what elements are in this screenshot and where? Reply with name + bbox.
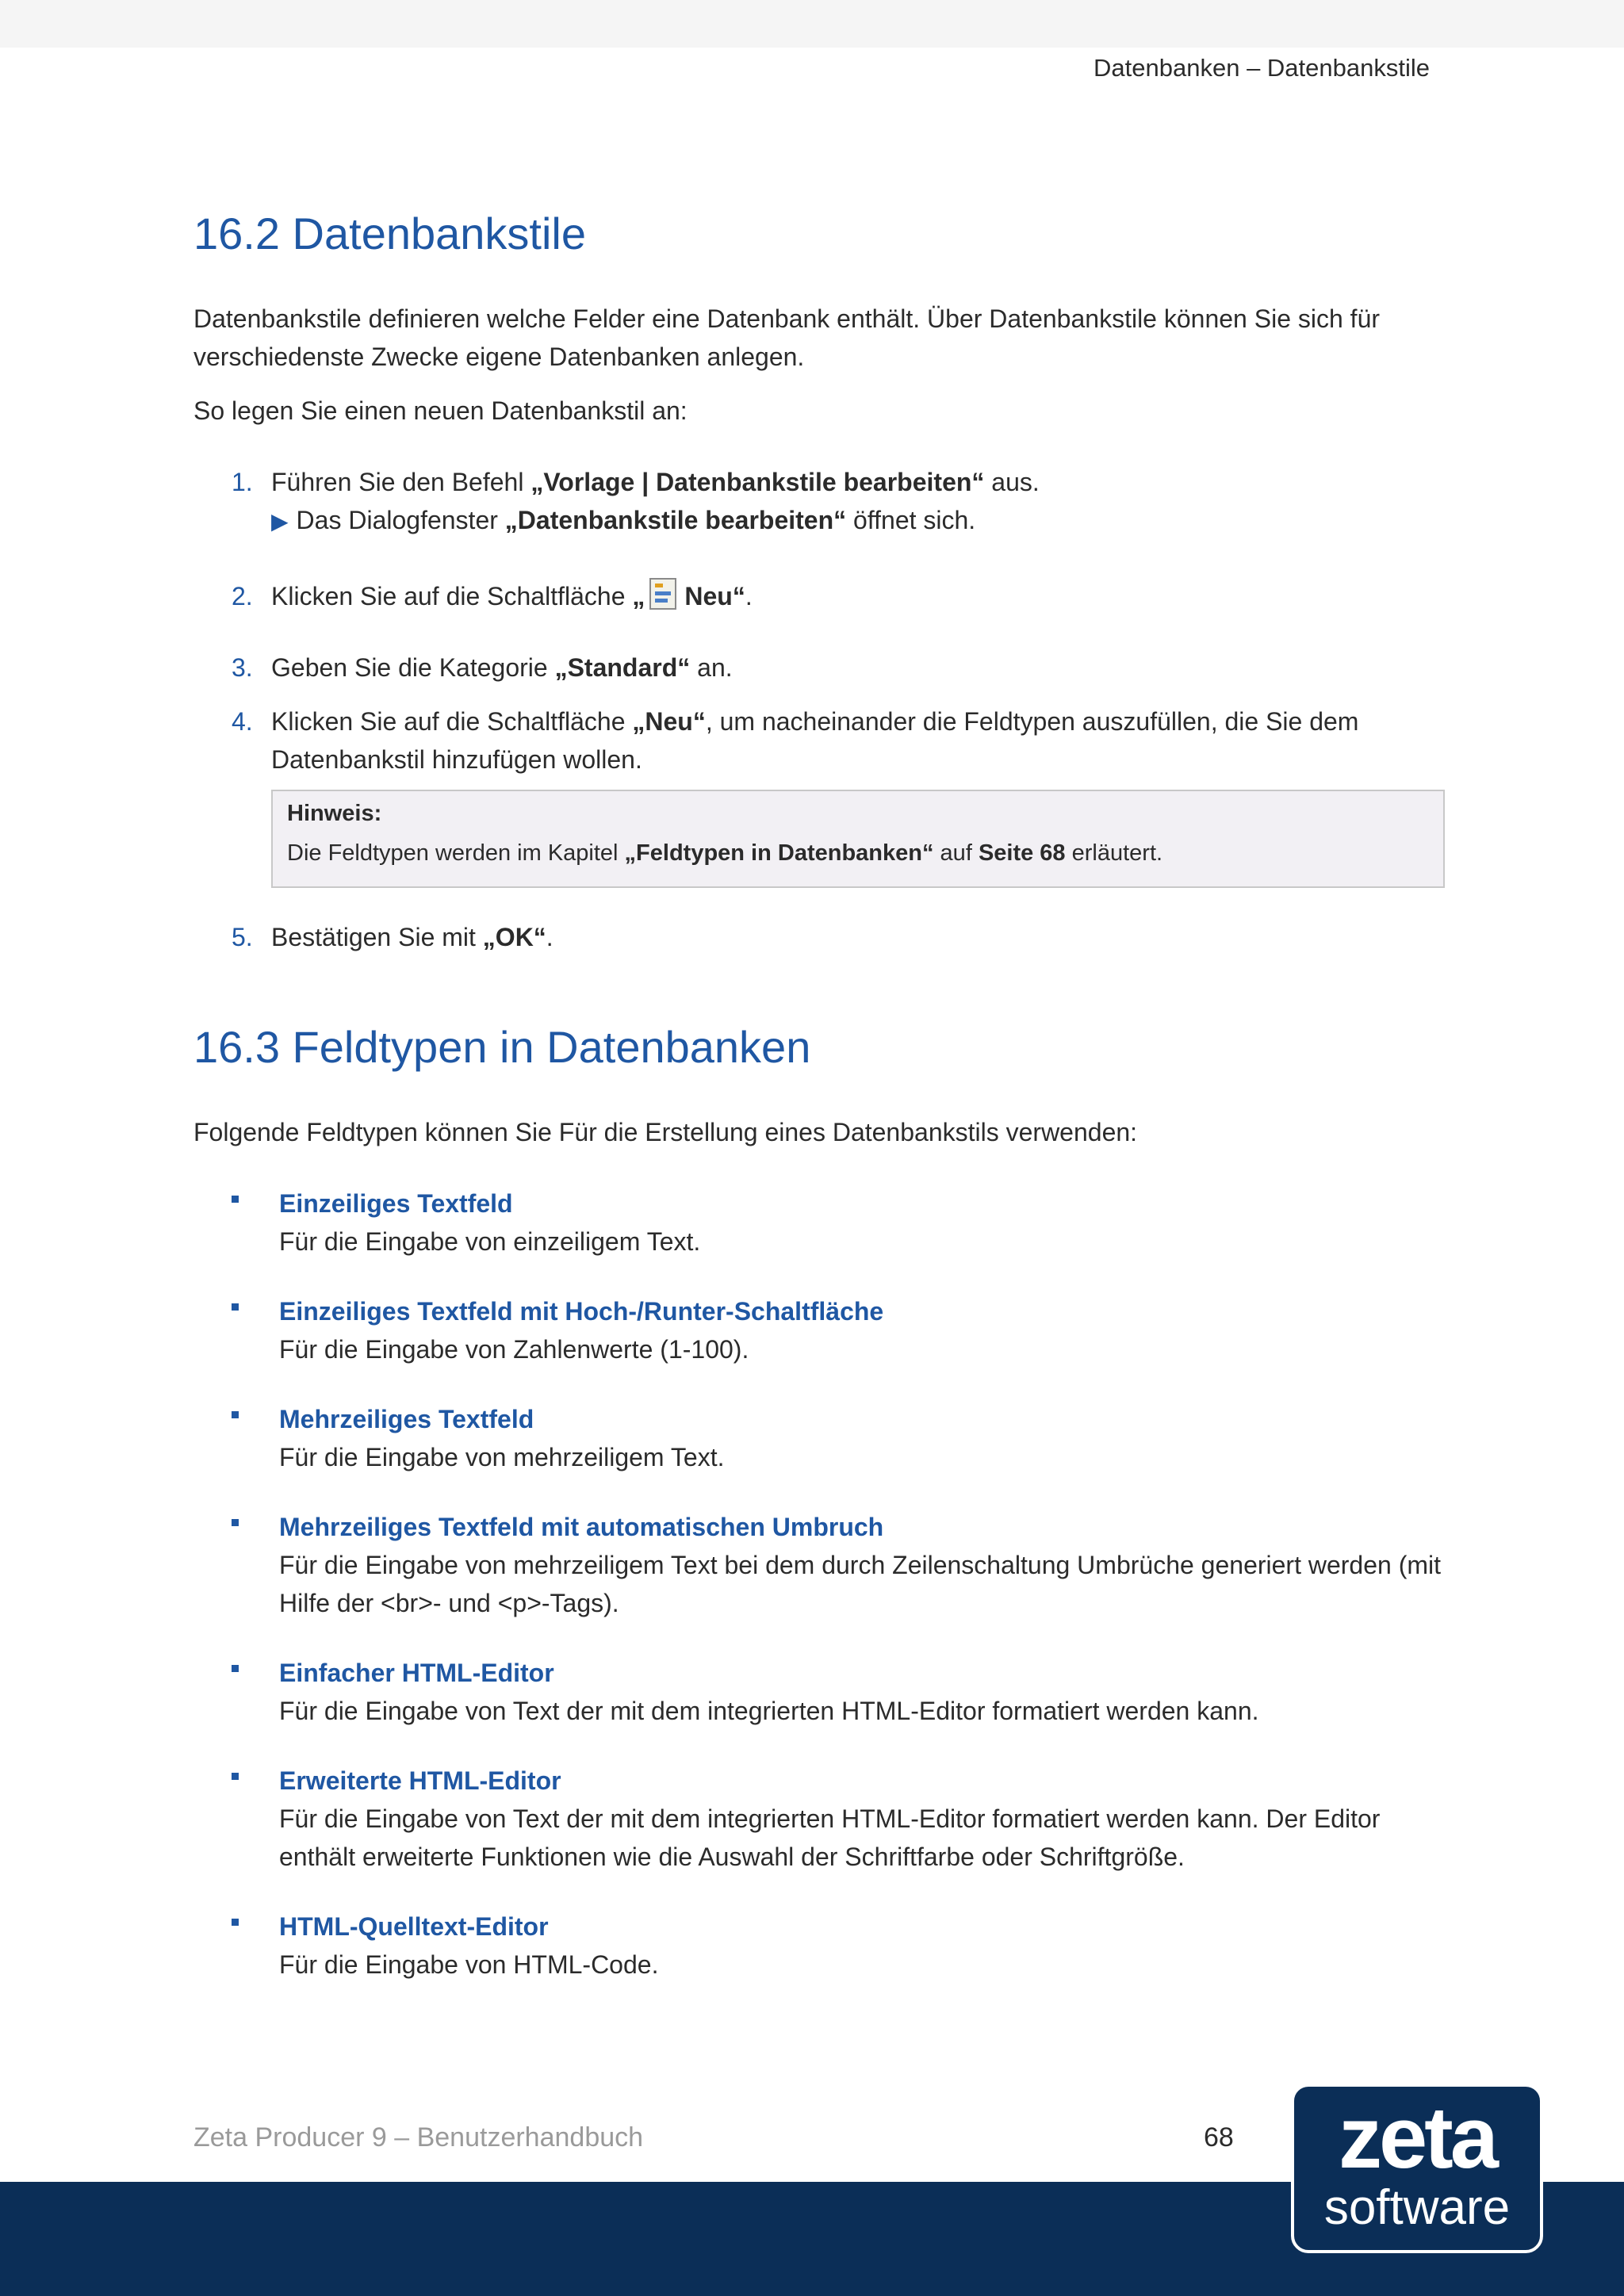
field-type-title: Einzeiliges Textfeld — [279, 1189, 513, 1218]
hint-title: Hinweis: — [287, 801, 382, 826]
bullet-square-icon — [232, 1773, 239, 1780]
field-type-description: Für die Eingabe von Text der mit dem integrierten HTML-Editor formatiert werden kann. — [279, 1697, 1259, 1725]
step-number: 2. — [232, 582, 253, 610]
section-heading-feldtypen: 16.3 Feldtypen in Datenbanken — [193, 1022, 811, 1072]
bullet-square-icon — [232, 1303, 239, 1311]
step-text: Geben Sie die Kategorie „Standard“ an. — [271, 653, 733, 682]
footer-book-title: Zeta Producer 9 – Benutzerhandbuch — [193, 2122, 644, 2152]
page-number: 68 — [1204, 2122, 1234, 2152]
bullet-square-icon — [232, 1411, 239, 1418]
logo-subline: software — [1323, 2180, 1511, 2235]
step-number: 1. — [232, 468, 253, 496]
field-type-title: HTML-Quelltext-Editor — [279, 1912, 549, 1941]
step-1-result: ▶ Das Dialogfenster „Datenbankstile bearbeiten“ öffnet sich. — [271, 506, 976, 534]
bullet-square-icon — [232, 1919, 239, 1926]
field-type-title: Erweiterte HTML-Editor — [279, 1766, 561, 1795]
section-heading-datenbankstile: 16.2 Datenbankstile — [193, 209, 587, 258]
hint-body: Die Feldtypen werden im Kapitel „Feldtypen in Datenbanken“ auf Seite 68 erläutert. — [287, 840, 1163, 866]
field-type-description: Für die Eingabe von Zahlenwerte (1-100). — [279, 1335, 749, 1364]
step-text: Führen Sie den Befehl „Vorlage | Datenbankstile bearbeiten“ aus. — [271, 468, 1040, 496]
step-number: 5. — [232, 923, 253, 951]
running-header: Datenbanken – Datenbankstile — [1094, 54, 1430, 82]
field-type-description: Für die Eingabe von HTML-Code. — [279, 1950, 659, 1979]
field-type-description: Für die Eingabe von einzeiligem Text. — [279, 1227, 701, 1256]
step-number: 3. — [232, 653, 253, 682]
zeta-software-logo — [1291, 2084, 1543, 2253]
field-type-title: Mehrzeiliges Textfeld — [279, 1405, 534, 1433]
feldtypen-intro: Folgende Feldtypen können Sie Für die Erstellung eines Datenbankstils verwenden: — [193, 1118, 1138, 1146]
step-text: Klicken Sie auf die Schaltfläche „ Neu“. — [271, 577, 1445, 615]
new-document-icon — [649, 578, 676, 610]
field-type-description: Für die Eingabe von mehrzeiligem Text bei dem durch Zeilenschaltung Umbrüche generiert werden (mit Hilfe der <br>- und <p>-Tags). — [279, 1551, 1442, 1617]
field-type-title: Einzeiliges Textfeld mit Hoch-/Runter-Schaltfläche — [279, 1297, 884, 1326]
steps-lead: So legen Sie einen neuen Datenbankstil an: — [193, 396, 688, 425]
logo-wordmark: zeta — [1339, 2089, 1496, 2187]
field-type-title: Einfacher HTML-Editor — [279, 1659, 554, 1687]
section-intro: Datenbankstile definieren welche Felder eine Datenbank enthält. Über Datenbankstile können Sie sich für verschiedenste Zwecke eigene Datenbanken anlegen. — [193, 304, 1381, 371]
result-arrow-icon: ▶ — [271, 509, 289, 534]
step-text: Bestätigen Sie mit „OK“. — [271, 923, 553, 951]
bullet-square-icon — [232, 1519, 239, 1526]
field-type-description: Für die Eingabe von Text der mit dem integrierten HTML-Editor formatiert werden kann. Der Editor enthält erweiterte Funktionen wie die Auswahl der Schriftfarbe oder Schriftgröße. — [279, 1804, 1381, 1871]
field-type-description: Für die Eingabe von mehrzeiligem Text. — [279, 1443, 725, 1471]
step-text: Klicken Sie auf die Schaltfläche „Neu“, um nacheinander die Feldtypen auszufüllen, die Sie dem Datenbankstil hinzufügen wollen. — [271, 707, 1359, 774]
bullet-square-icon — [232, 1196, 239, 1203]
top-band — [0, 0, 1624, 48]
bullet-square-icon — [232, 1665, 239, 1672]
hint-box — [271, 790, 1445, 888]
field-type-title: Mehrzeiliges Textfeld mit automatischen Umbruch — [279, 1513, 884, 1541]
step-number: 4. — [232, 707, 253, 736]
